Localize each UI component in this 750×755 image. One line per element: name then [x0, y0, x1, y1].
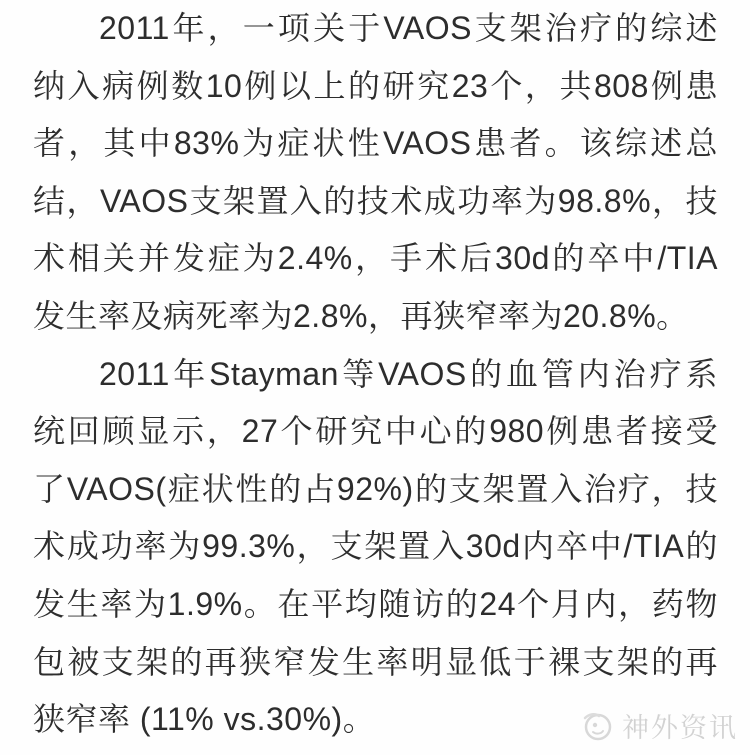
text-line: 纳入病例数10例以上的研究23个，共808例患	[33, 67, 718, 104]
text-line: 结，VAOS支架置入的技术成功率为98.8%，技	[33, 182, 718, 219]
text-line: 术相关并发症为2.4%，手术后30d的卒中/TIA	[33, 240, 718, 277]
text-line: 2011年，一项关于VAOS支架治疗的综述	[99, 10, 718, 46]
watermark-label: 神外资讯	[622, 713, 738, 743]
text-line: 者，其中83%为症状性VAOS患者。该综述总	[33, 125, 718, 162]
neurosurgery-logo-icon	[579, 708, 615, 744]
text-line: 了VAOS(症状性的占92%)的支架置入治疗，技	[33, 470, 718, 507]
text-line: 发生率及病死率为2.8%，再狭窄率为20.8%。	[33, 297, 689, 334]
text-line: 术成功率为99.3%，支架置入30d内卒中/TIA的	[33, 528, 718, 565]
text-line: 2011年Stayman等VAOS的血管内治疗系	[99, 355, 718, 392]
text-line: 包被支架的再狭窄发生率明显低于裸支架的再	[33, 643, 718, 680]
article-body	[33, 0, 718, 749]
text-line: 统回顾显示，27个研究中心的980例患者接受	[33, 413, 718, 450]
watermark	[579, 706, 738, 745]
text-line: 狭窄率 (11% vs.30%)。	[33, 701, 376, 738]
text-line: 发生率为1.9%。在平均随访的24个月内，药物	[33, 585, 718, 622]
